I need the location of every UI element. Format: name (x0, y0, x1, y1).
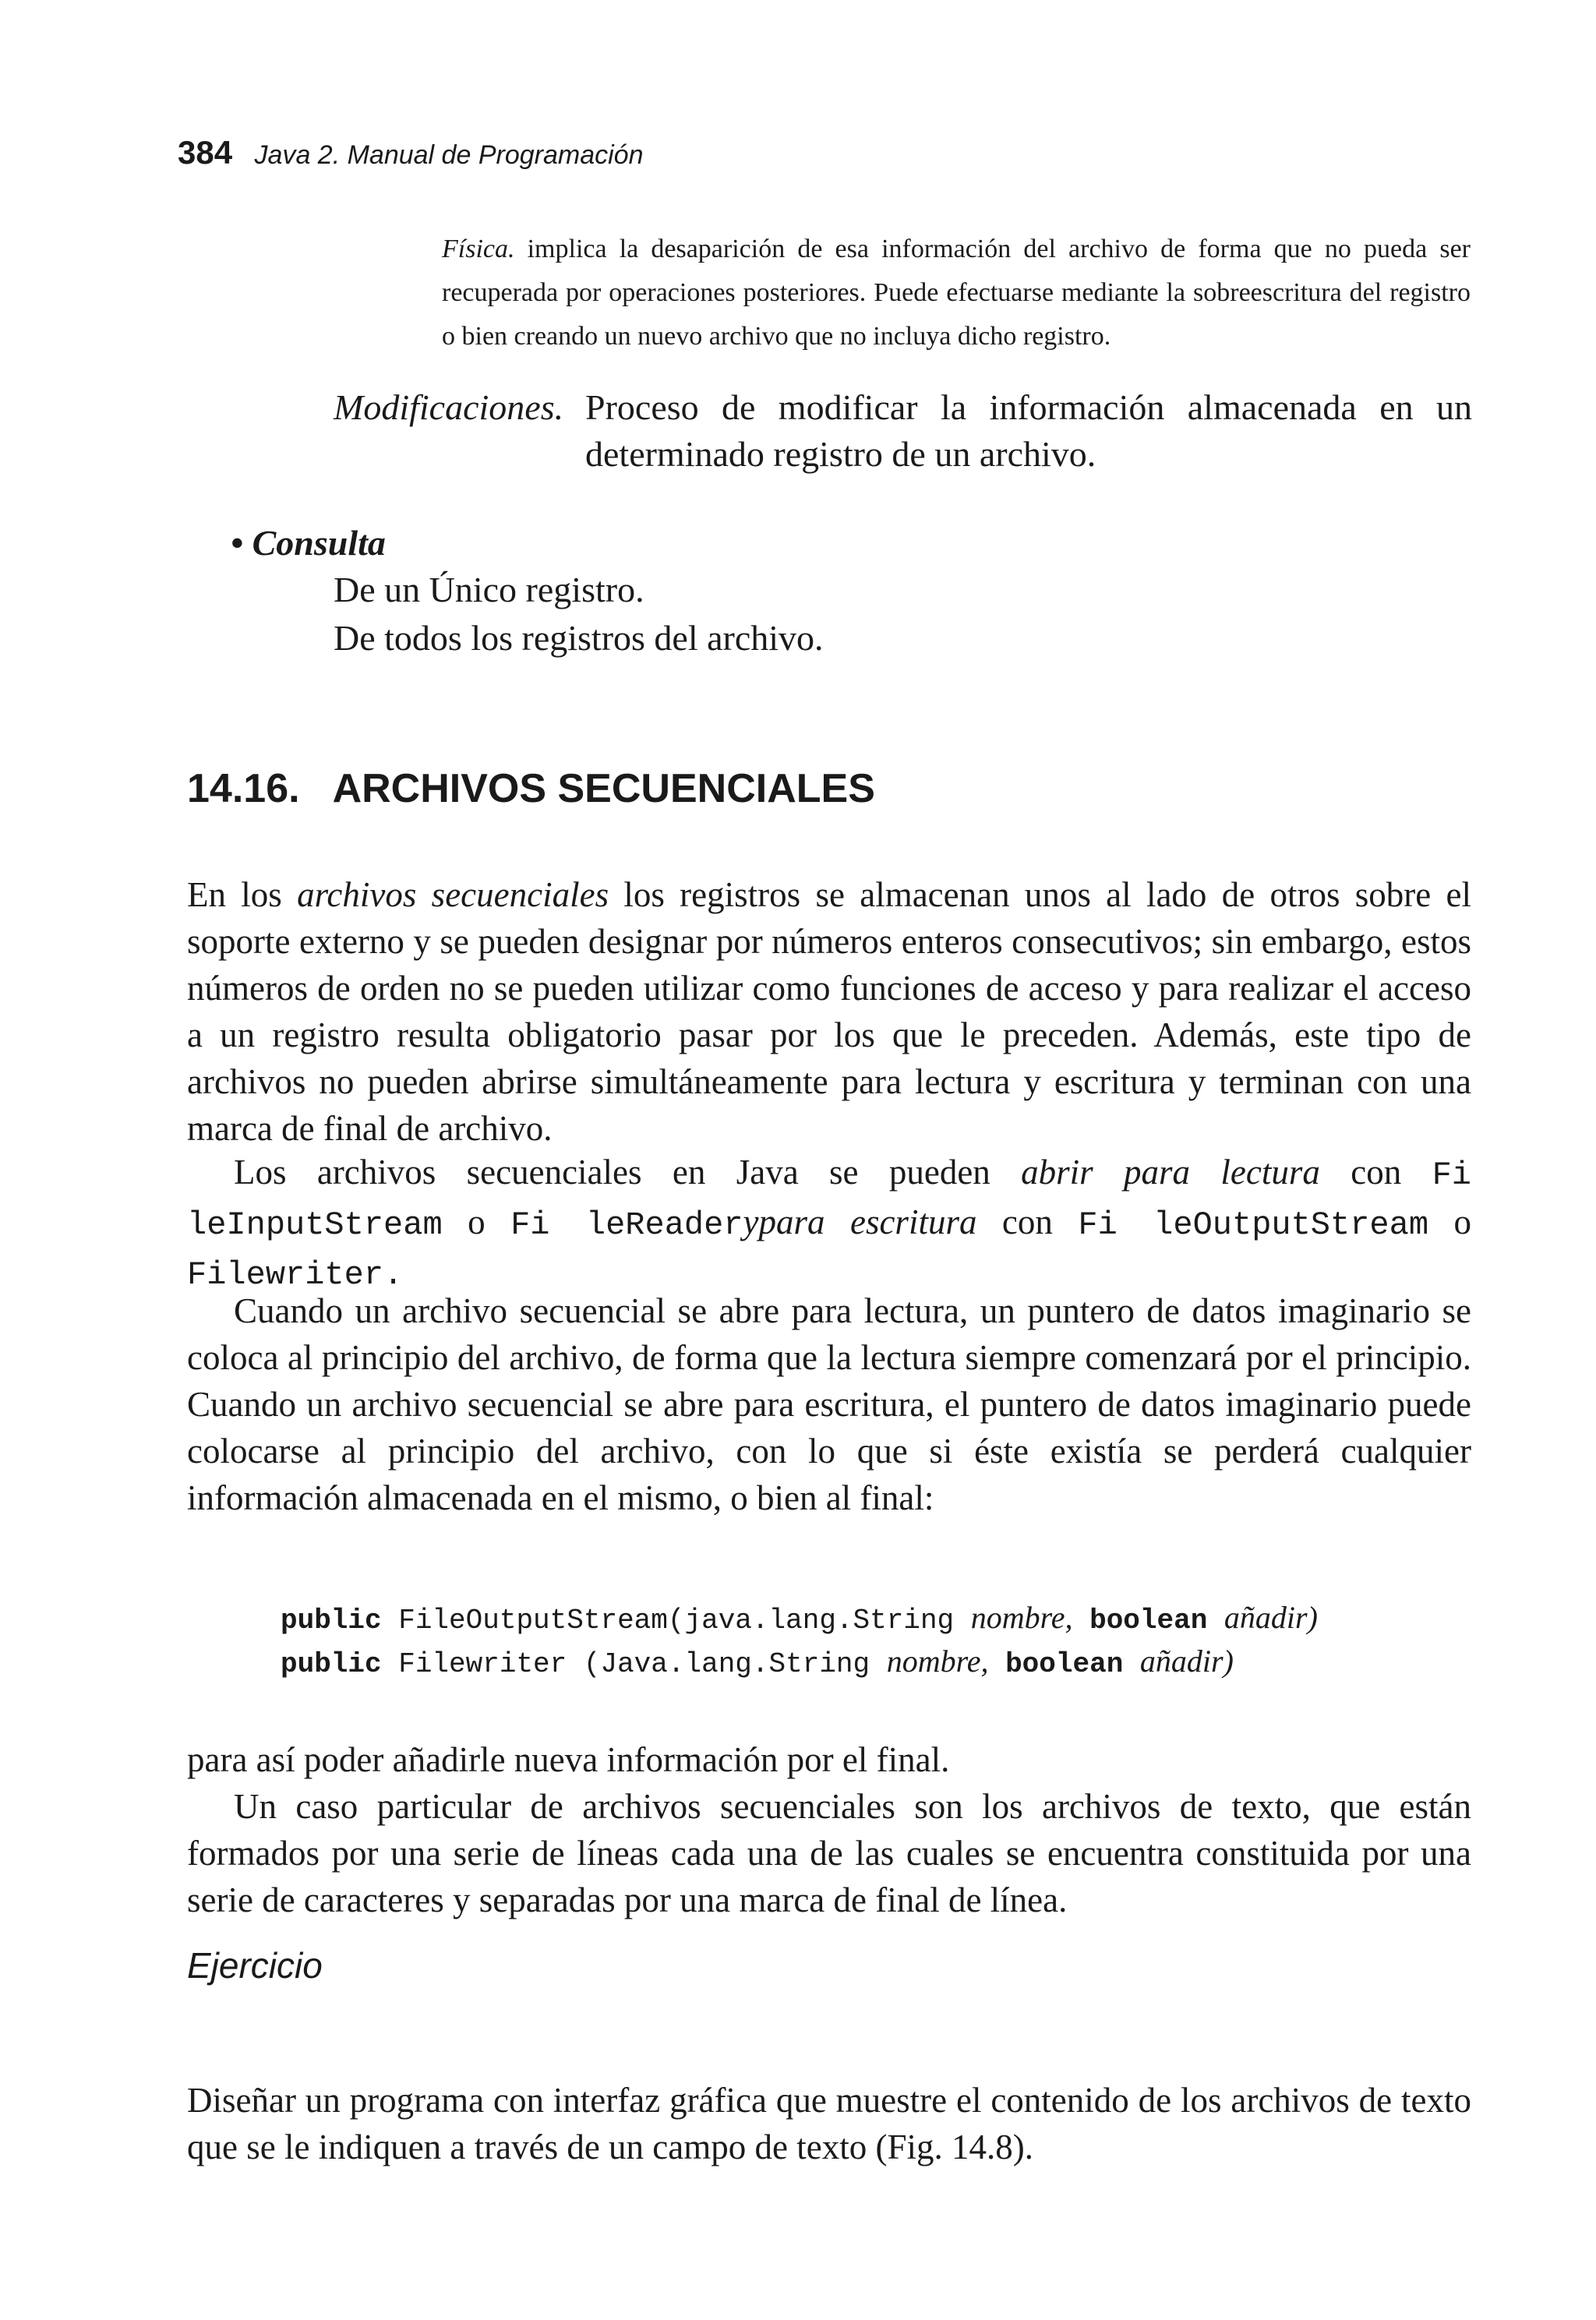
code-line (281, 1599, 1318, 1637)
book-title: Java 2. Manual de Programación (254, 140, 644, 170)
section-number: 14.16. (187, 766, 300, 811)
emphasis: archivos secuenciales (297, 875, 609, 914)
modificaciones-term: Modificaciones. (334, 387, 564, 427)
page-number: 384 (178, 134, 233, 171)
text-run: o (1428, 1202, 1472, 1241)
emphasis: ypara escritura (743, 1202, 977, 1241)
ejercicio-text: Diseñar un programa con interfaz gráfica que muestre el contenido de los archivos de texto que se le indiquen a través de un campo de texto (Fig. 14.8). (187, 2081, 1471, 2166)
ejercicio-heading: Ejercicio (187, 1945, 323, 1986)
modificaciones-text: Proceso de modificar la información almacenada en un determinado registro de un archivo. (585, 387, 1472, 474)
text-run: con (1319, 1153, 1432, 1192)
text-run: Los archivos secuenciales en Java se pueden (234, 1153, 1022, 1192)
consulta-item: De un Único registro. (334, 570, 644, 609)
fisica-text: implica la desaparición de esa información del archivo de forma que no pueda ser recuperada por operaciones posteriores. Puede efectuarse mediante la sobreescritura del registro o bien creando un nuevo archivo que no incluya dicho registro. (442, 235, 1471, 351)
code-text: FileOutputStream(java.lang.String (381, 1605, 971, 1637)
code-arg: nombre, (886, 1644, 989, 1679)
fisica-term: Física. (442, 235, 515, 263)
consulta-heading: • Consulta (231, 523, 386, 563)
text-run: con (976, 1202, 1079, 1241)
code-keyword: boolean (988, 1648, 1140, 1680)
code-arg: añadir) (1139, 1644, 1234, 1679)
paragraph-archivos-texto: Un caso particular de archivos secuenciales son los archivos de texto, que están formados por una serie de líneas cada una de las cuales se encuentra constituida por una serie de caracteres y separadas por una marca de final de línea. (187, 1787, 1471, 1919)
code-text: Filewriter (Java.lang.String (381, 1648, 887, 1680)
paragraph-java-streams (187, 1149, 1471, 1298)
code-keyword: public (281, 1605, 382, 1637)
inline-code: Fi leReader (510, 1206, 743, 1244)
code-arg: añadir) (1223, 1600, 1318, 1635)
text-run: En los (187, 875, 298, 914)
paragraph-puntero: Cuando un archivo secuencial se abre para lectura, un puntero de datos imaginario se coloca al principio del archivo, de forma que la lectura siempre comenzará por el principio. Cuando un archivo secuencial se abre para escritura, el puntero de datos imaginario puede colocarse al principio del archivo, con lo que si éste existía se perderá cualquier información almacenada en el mismo, o bien al final: (187, 1291, 1471, 1517)
code-arg: nombre, (970, 1600, 1073, 1635)
page-header (178, 134, 643, 171)
section-heading (187, 765, 875, 812)
code-keyword: boolean (1072, 1605, 1224, 1637)
paragraph-final: para así poder añadirle nueva información por el final. (187, 1740, 950, 1779)
text-run: los registros se almacenan unos al lado de otros sobre el soporte externo y se pueden designar por números enteros consecutivos; sin embargo, estos números de orden no se pueden utilizar como funciones de acceso y para realizar el acceso a un registro resulta obligatorio pasar por los que le preceden. Además, este tipo de archivos no pueden abrirse simultáneamente para lectura y escritura y terminan con una marca de final de archivo. (187, 875, 1471, 1148)
inline-code: Filewriter. (187, 1256, 404, 1294)
code-line (281, 1643, 1234, 1680)
paragraph-archivos-secuenciales (187, 871, 1471, 1152)
inline-code: Fi leOutputStream (1078, 1206, 1429, 1244)
section-title: ARCHIVOS SECUENCIALES (332, 766, 875, 811)
fisica-paragraph (442, 228, 1471, 358)
code-keyword: public (281, 1648, 382, 1680)
text-run: o (442, 1202, 511, 1241)
inline-code: Fi leInputStream (187, 1156, 1471, 1244)
consulta-item: De todos los registros del archivo. (334, 618, 824, 658)
emphasis: abrir para lectura (1021, 1153, 1320, 1192)
